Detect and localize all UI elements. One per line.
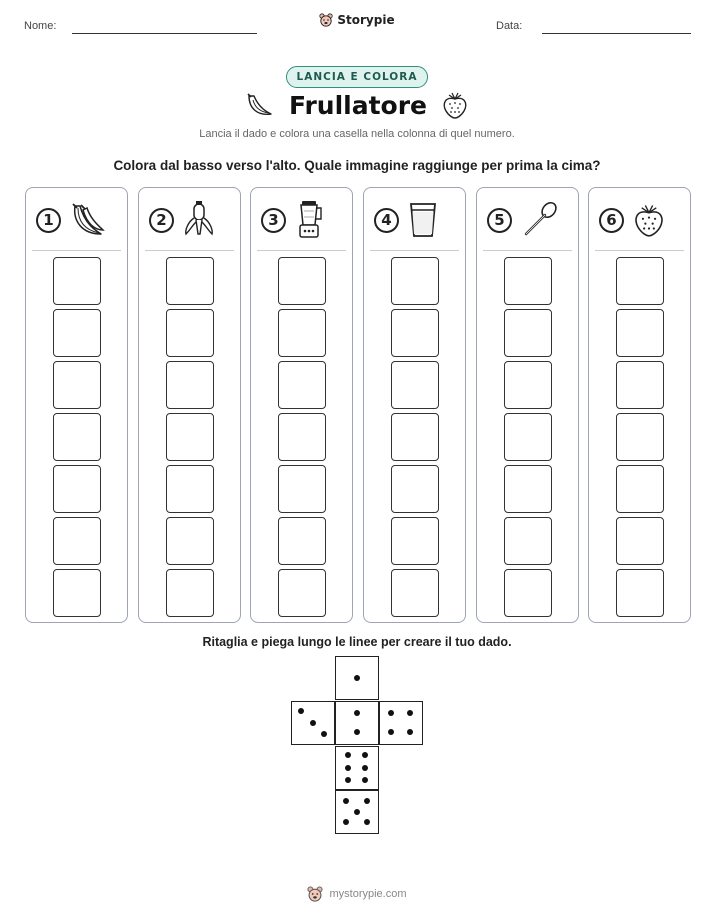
bear-face-icon xyxy=(319,13,333,27)
die-face-1 xyxy=(335,656,379,700)
color-cell[interactable] xyxy=(53,361,101,409)
color-cell[interactable] xyxy=(278,361,326,409)
date-label: Data: xyxy=(496,20,523,32)
die-pip xyxy=(407,729,413,735)
column-4 xyxy=(363,187,466,623)
color-cell[interactable] xyxy=(278,465,326,513)
die-pip xyxy=(407,710,413,716)
footer xyxy=(0,886,714,902)
color-cell[interactable] xyxy=(616,413,664,461)
name-line[interactable] xyxy=(72,33,257,34)
color-cell[interactable] xyxy=(504,517,552,565)
column-divider xyxy=(32,250,121,251)
die-pip xyxy=(364,819,370,825)
die-pip xyxy=(345,777,351,783)
color-cell[interactable] xyxy=(616,465,664,513)
die-pip xyxy=(343,819,349,825)
die-pip xyxy=(354,710,360,716)
column-1 xyxy=(25,187,128,623)
column-number: 1 xyxy=(36,208,61,233)
storypie-logo xyxy=(0,13,714,27)
peeled-banana-icon xyxy=(182,200,216,240)
color-cell[interactable] xyxy=(391,465,439,513)
color-cell[interactable] xyxy=(166,257,214,305)
die-pip xyxy=(388,710,394,716)
column-5 xyxy=(476,187,579,623)
column-divider xyxy=(483,250,572,251)
color-cell[interactable] xyxy=(504,309,552,357)
column-header xyxy=(599,200,684,240)
color-cell[interactable] xyxy=(278,413,326,461)
color-cell[interactable] xyxy=(616,309,664,357)
color-cell[interactable] xyxy=(53,465,101,513)
die-pip xyxy=(354,729,360,735)
date-line[interactable] xyxy=(542,33,691,34)
color-cell[interactable] xyxy=(166,569,214,617)
column-6 xyxy=(588,187,691,623)
column-header xyxy=(261,200,346,240)
die-pip xyxy=(345,765,351,771)
die-face-6 xyxy=(335,746,379,790)
color-cell[interactable] xyxy=(166,413,214,461)
column-2 xyxy=(138,187,241,623)
die-pip xyxy=(362,765,368,771)
color-cell[interactable] xyxy=(166,465,214,513)
bear-face-icon xyxy=(307,886,323,902)
die-face-4 xyxy=(379,701,423,745)
die-pip xyxy=(354,809,360,815)
cut-instruction: Ritaglia e piega lungo le linee per creare il tuo dado. xyxy=(202,635,512,649)
banana-icon xyxy=(245,90,275,120)
die-pip xyxy=(362,777,368,783)
color-cell[interactable] xyxy=(53,257,101,305)
color-cell[interactable] xyxy=(53,517,101,565)
color-cell[interactable] xyxy=(391,309,439,357)
color-cell[interactable] xyxy=(166,517,214,565)
footer-url: mystorypie.com xyxy=(329,888,407,900)
column-divider xyxy=(145,250,234,251)
color-cell[interactable] xyxy=(504,257,552,305)
color-cell[interactable] xyxy=(166,361,214,409)
spoon-icon xyxy=(520,200,560,240)
die-pip xyxy=(321,731,327,737)
column-number: 4 xyxy=(374,208,399,233)
die-pip xyxy=(310,720,316,726)
instruction: Colora dal basso verso l'alto. Quale immagine raggiunge per prima la cima? xyxy=(113,158,601,173)
die-pip xyxy=(345,752,351,758)
die-pip xyxy=(388,729,394,735)
subtitle: Lancia il dado e colora una casella nella colonna di quel numero. xyxy=(199,128,515,140)
die-face-3 xyxy=(291,701,335,745)
color-cell[interactable] xyxy=(616,361,664,409)
die-face-5 xyxy=(335,790,379,834)
color-cell[interactable] xyxy=(278,517,326,565)
glass-icon xyxy=(407,200,439,240)
blender-icon xyxy=(294,199,324,241)
color-cell[interactable] xyxy=(616,517,664,565)
column-number: 6 xyxy=(599,208,624,233)
column-header xyxy=(36,200,121,240)
column-divider xyxy=(257,250,346,251)
die-pip xyxy=(362,752,368,758)
color-cell[interactable] xyxy=(278,309,326,357)
die-face-2 xyxy=(335,701,379,745)
color-cell[interactable] xyxy=(504,361,552,409)
die-pip xyxy=(343,798,349,804)
color-cell[interactable] xyxy=(53,569,101,617)
column-divider xyxy=(370,250,459,251)
color-cell[interactable] xyxy=(278,257,326,305)
color-cell[interactable] xyxy=(616,569,664,617)
color-cell[interactable] xyxy=(53,413,101,461)
color-cell[interactable] xyxy=(278,569,326,617)
color-cell[interactable] xyxy=(166,309,214,357)
column-number: 3 xyxy=(261,208,286,233)
banana-icon xyxy=(69,200,107,240)
color-cell[interactable] xyxy=(391,413,439,461)
color-cell[interactable] xyxy=(504,465,552,513)
column-header xyxy=(149,200,234,240)
die-pip xyxy=(298,708,304,714)
column-number: 5 xyxy=(487,208,512,233)
logo-text: Storypie xyxy=(337,13,395,27)
color-cell[interactable] xyxy=(53,309,101,357)
column-divider xyxy=(595,250,684,251)
color-cell[interactable] xyxy=(391,569,439,617)
die-pip xyxy=(364,798,370,804)
strawberry-icon xyxy=(441,90,469,120)
color-cell[interactable] xyxy=(616,257,664,305)
color-cell[interactable] xyxy=(391,361,439,409)
activity-badge: LANCIA E COLORA xyxy=(286,66,429,88)
color-cell[interactable] xyxy=(504,569,552,617)
name-label: Nome: xyxy=(24,20,57,32)
column-3 xyxy=(250,187,353,623)
color-cell[interactable] xyxy=(391,257,439,305)
page-title: Frullatore xyxy=(288,90,428,120)
column-number: 2 xyxy=(149,208,174,233)
die-pip xyxy=(354,675,360,681)
strawberry-icon xyxy=(632,200,666,240)
color-cell[interactable] xyxy=(391,517,439,565)
column-header xyxy=(374,200,459,240)
column-header xyxy=(487,200,572,240)
color-cell[interactable] xyxy=(504,413,552,461)
